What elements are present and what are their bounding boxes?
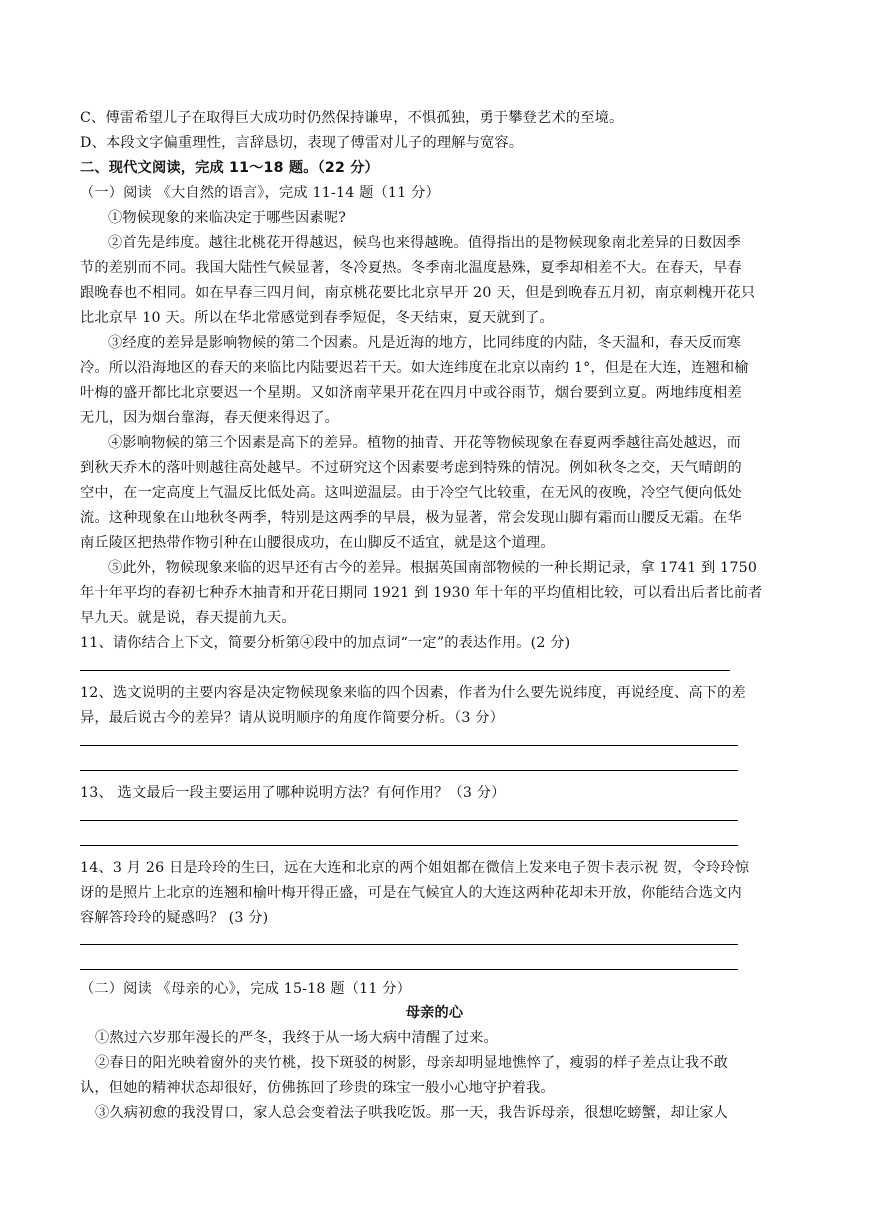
passage1-line: 无几，因为烟台靠海，春天便来得迟了。 (80, 410, 339, 426)
question-14-cont: 讶的是照片上北京的连翘和榆叶梅开得正盛，可是在气候宜人的大连这两种花却未开放，你能结合选文内 (80, 885, 742, 901)
answer-line[interactable] (80, 770, 738, 771)
passage1-line: ②首先是纬度。越往北桃花开得越迟，候鸟也来得越晚。值得指出的是物候现象南北差异的日数因季 (108, 235, 742, 251)
passage1-line: 跟晚春也不相同。如在早春三四月间，南京桃花要比北京早开 20 天，但是到晚春五月初，南京刺槐开花只 (80, 285, 756, 301)
answer-line[interactable] (80, 969, 738, 970)
passage1-line: 到秋天乔木的落叶则越往高处越早。不过研究这个因素要考虑到特殊的情况。例如秋冬之交，天气晴朗的 (80, 460, 742, 476)
passage1-line: 比北京早 10 天。所以在华北常感觉到春季短促，冬天结束，夏天就到了。 (80, 310, 554, 326)
passage1-line: ④影响物候的第三个因素是高下的差异。植物的抽青、开花等物候现象在春夏两季越往高处越迟，而 (108, 435, 742, 451)
question-14-cont: 容解答玲玲的疑惑吗？ (3 分) (80, 910, 269, 926)
passage2-line: ③久病初愈的我没胃口，家人总会变着法子哄我吃饭。那一天，我告诉母亲，很想吃螃蟹，却让家人 (95, 1105, 729, 1121)
answer-line[interactable] (80, 745, 738, 746)
passage2-line: ②春日的阳光映着窗外的夹竹桃，投下斑驳的树影，母亲却明显地憔悴了，瘦弱的样子差点让我不敢 (95, 1055, 729, 1071)
passage1-line: 早九天。就是说，春天提前九天。 (80, 610, 296, 626)
passage1-line: 流。这种现象在山地秋冬两季，特别是这两季的早晨，极为显著，常会发现山脚有霜而山腰反无霜。在华 (80, 510, 742, 526)
question-12-cont: 异，最后说古今的差异？请从说明顺序的角度作简要分析。（3 分） (80, 710, 505, 726)
passage1-line: ⑤此外，物候现象来临的迟早还有古今的差异。根据英国南部物候的一种长期记录，拿 1741 到 1750 (108, 560, 758, 576)
answer-line[interactable] (80, 820, 738, 821)
answer-line[interactable] (80, 944, 738, 945)
passage1-line: ③经度的差异是影响物候的第二个因素。凡是近海的地方，比同纬度的内陆，冬天温和，春天反而寒 (108, 335, 742, 351)
passage1-line: 冷。所以沿海地区的春天的来临比内陆要迟若干天。如大连纬度在北京以南约 1°，但是在大连，连翘和榆 (80, 360, 749, 376)
question-11: 11、请你结合上下文，简要分析第④段中的加点词“一定”的表达作用。(2 分) (80, 635, 571, 651)
part1-intro: （一）阅读 《大自然的语言》，完成 11-14 题（11 分） (80, 185, 440, 201)
answer-line[interactable] (80, 845, 738, 846)
passage2-line: 认，但她的精神状态却很好，仿佛拣回了珍贵的珠宝一般小心地守护着我。 (80, 1080, 555, 1096)
option-c: C、傅雷希望儿子在取得巨大成功时仍然保持谦卑，不惧孤独，勇于攀登艺术的至境。 (80, 110, 624, 126)
passage1-line: ①物候现象的来临决定于哪些因素呢? (108, 210, 347, 226)
section-heading: 二、现代文阅读，完成 11～18 题。（22 分） (80, 160, 379, 176)
question-14: 14、3 月 26 日是玲玲的生曰，远在大连和北京的两个姐姐都在微信上发来电子贺卡表示祝 贺，令玲玲惊 (80, 860, 750, 876)
answer-line[interactable] (80, 670, 730, 671)
option-d: D、本段文字偏重理性，言辞恳切，表现了傅雷对儿子的理解与宽容。 (80, 135, 524, 151)
passage1-line: 节的差别而不同。我国大陆性气候显著，冬冷夏热。冬季南北温度悬殊，夏季却相差不大。在春天，早春 (80, 260, 742, 276)
passage1-line: 空中，在一定高度上气温反比低处高。这叫逆温层。由于冷空气比较重，在无风的夜晚，冷空气便向低处 (80, 485, 742, 501)
passage1-line: 叶梅的盛开都比北京要迟一个星期。又如济南苹果开花在四月中或谷雨节，烟台要到立夏。两地纬度相差 (80, 385, 742, 401)
part2-intro: （二）阅读 《母亲的心》，完成 15-18 题（11 分） (80, 981, 412, 997)
question-13: 13、 选文最后一段主要运用了哪种说明方法？有何作用？（3 分） (80, 785, 506, 801)
passage1-line: 年十年平均的春初七种乔木抽青和开花日期同 1921 到 1930 年十年的平均值相比较，可以看出后者比前者 (80, 585, 763, 601)
question-12: 12、选文说明的主要内容是决定物候现象来临的四个因素，作者为什么要先说纬度，再说经度、高下的差 (80, 685, 746, 701)
passage1-line: 南丘陵区把热带作物引种在山腰很成功，在山脚反不适宜，就是这个道理。 (80, 535, 555, 551)
passage2-line: ①熬过六岁那年漫长的严冬，我终于从一场大病中清醒了过来。 (95, 1030, 498, 1046)
passage2-title: 母亲的心 (405, 1005, 464, 1021)
